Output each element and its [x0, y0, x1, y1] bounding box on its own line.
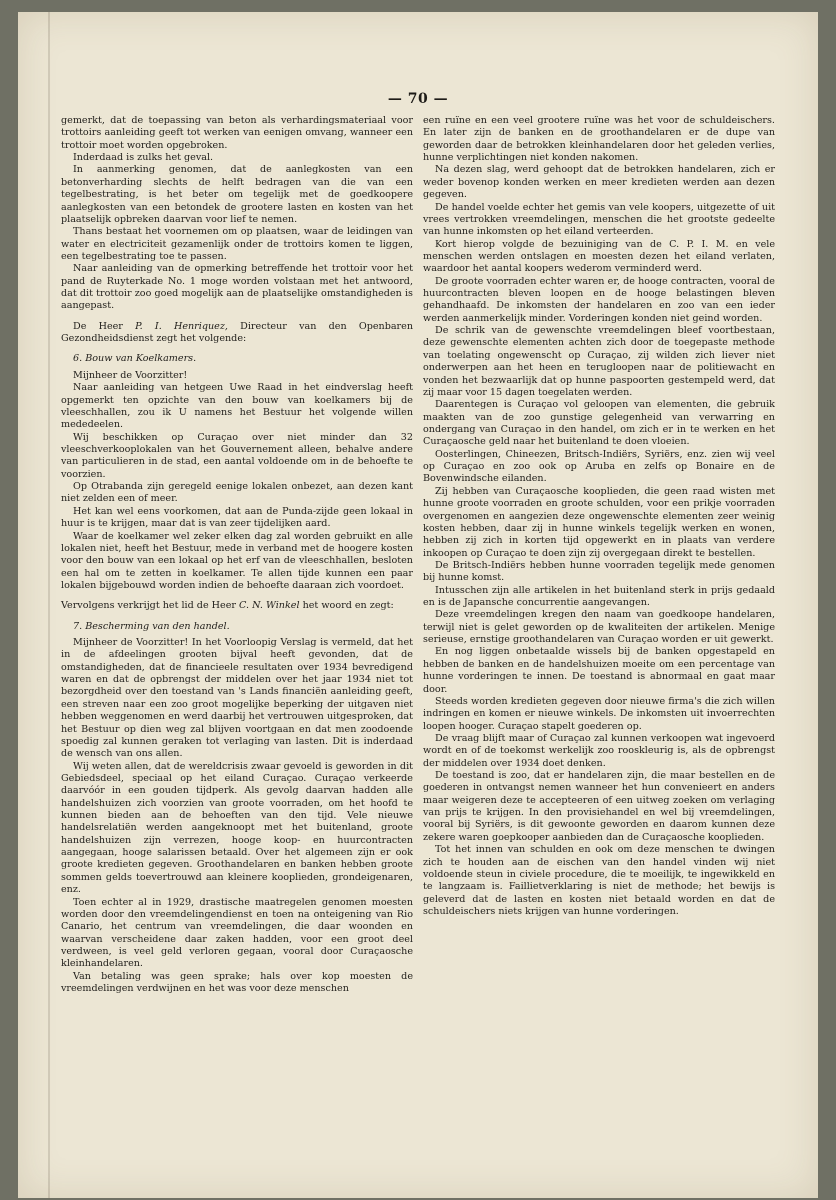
paragraph: In aanmerking genomen, dat de aanlegkosten van een betonverharding slechts de helft bedragen van die van een tegelbestrating, is het beter om tegelijk met de goedkoopere aanlegkosten van een betondek de grootere lasten en kosten van het plaatselijk opbreken daarvan voor lief te nemen.: [61, 164, 413, 225]
paragraph: De toestand is zoo, dat er handelaren zijn, die maar bestellen en de goederen in ontvangst nemen wanneer het hun convenieert en anders maar weigeren deze te accepteeren of een uitweg zoeken om verlaging van prijs te krijgen. In den provisiehandel en wel bij vreemdelingen, vooral bij Syriërs, is dit gewoonte geworden en daarom kunnen deze zekere waren goepkooper aanbieden dan de Curaçaosche kooplieden.: [423, 770, 775, 843]
paragraph: Steeds worden kredieten gegeven door nieuwe firma's die zich willen indringen en komen er nieuwe winkels. De inkomsten uit invoerrechten loopen hooger. Curaçao stapelt goederen op.: [423, 695, 775, 732]
document-page: [18, 12, 818, 1198]
speaker-intro: Vervolgens verkrijgt het lid de Heer C. N. Winkel het woord en zegt:: [61, 600, 394, 612]
paragraph: De vraag blijft maar of Curaçao zal kunnen verkoopen wat ingevoerd wordt en of de toekomst werkelijk zoo rooskleurig is, als de opbrengst der middelen over 1934 doet denken.: [423, 732, 775, 769]
paragraph: Zij hebben van Curaçaosche kooplieden, die geen raad wisten met hunne groote voorraden en groote schulden, voor een prikje voorraden overgenomen en aangezien deze ongewenschte elementen zeer weinig kosten hebben, daar zij in hunne winkels tegelijk werken en wonen, hebben zij zich in korten tijd opgewerkt en in plaats van verdere inkoopen op Curaçao te doen zijn zij overgegaan direkt te bestellen.: [423, 485, 775, 559]
paragraph: Op Otrabanda zijn geregeld eenige lokalen onbezet, aan dezen kant niet zelden een of meer.: [61, 481, 413, 505]
right-column: [423, 115, 775, 918]
left-column: [61, 115, 413, 995]
page-number: — 70 —: [387, 91, 449, 107]
paragraph: Thans bestaat het voornemen om op plaatsen, waar de leidingen van water en electriciteit gezamenlijk onder de trottoirs komen te liggen, een tegelbestrating toe te passen.: [61, 226, 413, 262]
paragraph: Daarentegen is Curaçao vol geloopen van elementen, die gebruik maakten van de zoo gunstige gelegenheid van verwarring en ondergang van Curaçao in den handel, om zich er in te werken en het Curaçaosche geld naar het buitenland te doen vloeien.: [423, 399, 775, 448]
paragraph: Van betaling was geen sprake; hals over kop moesten de vreemdelingen verdwijnen en het was voor deze menschen: [61, 970, 413, 995]
section-heading: 7. Bescherming van den handel.: [73, 620, 230, 632]
paragraph: Wij beschikken op Curaçao over niet minder dan 32 vleeschverkooplokalen van het Gouvernement alleen, behalve andere van particulieren in de stad, een aantal voldoende om in de behoefte te voorzien.: [61, 431, 413, 480]
speaker-name: C. N. Winkel: [239, 600, 300, 612]
paragraph: Intusschen zijn alle artikelen in het buitenland sterk in prijs gedaald en is de Japansche concurrentie aangevangen.: [423, 584, 775, 609]
paragraph: De Britsch-Indiërs hebben hunne voorraden tegelijk mede genomen bij hunne komst.: [423, 559, 775, 584]
paragraph: En nog liggen onbetaalde wissels bij de banken opgestapeld en hebben de banken en de handelshuizen moeite om een percentage van hunne vorderingen te innen. De toestand is abnormaal en gaat maar door.: [423, 646, 775, 695]
paragraph: gemerkt, dat de toepassing van beton als verhardingsmateriaal voor trottoirs aanleiding geeft tot werken van eenigen omvang, wanneer een trottoir moet worden opgebroken.: [61, 115, 413, 151]
paragraph: Kort hierop volgde de bezuiniging van de C. P. I. M. en vele menschen werden ontslagen en moesten dezen het eiland verlaten, waardoor het aantal koopers wederom verminderd werd.: [423, 238, 775, 275]
section-heading: 6. Bouw van Koelkamers.: [73, 353, 197, 365]
paragraph: De schrik van de gewenschte vreemdelingen bleef voortbestaan, deze gewenschte elementen achten zich door de toegepaste methode van toelating ongewenscht op Curaçao, zij wilden zich liever niet onderwerpen aan het heen en terugloopen naar de politiewacht en vonden het bezwaarlijk dat op hunne paspoorten gestempeld werd, dat zij maar voor 15 dagen toegelaten werden.: [423, 325, 775, 398]
paragraph: Deze vreemdelingen kregen den naam van goedkoope handelaren, terwijl niet is gelet geworden op de kwaliteiten der artikelen. Menige serieuse, ernstige groothandelaren van Curaçao worden er uit gewerkt.: [423, 609, 775, 646]
paragraph: Inderdaad is zulks het geval.: [73, 152, 214, 164]
paragraph: Het kan wel eens voorkomen, dat aan de Punda-zijde geen lokaal in huur is te krijgen, maar dat is van zeer tijdelijken aard.: [61, 505, 413, 530]
salutation: Mijnheer de Voorzitter!: [73, 369, 188, 381]
paragraph: Tot het innen van schulden en ook om deze menschen te dwingen zich te houden aan de eischen van den handel vinden wij niet voldoende steun in civiele procedure, die te moeilijk, te ingewikkeld en te langzaam is. Faillietverklaring is niet de methode; het bewijs is geleverd dat de lasten en kosten niet betaald worden en dat de schuldeischers niets krijgen van hunne vorderingen.: [423, 844, 775, 917]
speaker-name: P. I. Henriquez,: [135, 320, 228, 332]
paragraph: Wij weten allen, dat de wereldcrisis zwaar gevoeld is geworden in dit Gebiedsdeel, speciaal op het eiland Curaçao. Curaçao verkeerde daarvóór in een gouden tijdperk. Als gevolg daarvan hadden alle handelshuizen zich voorzien van groote voorraden, om het hoofd te kunnen bieden aan de behoeften van den tijd. Vele nieuwe handelsrelatiën werden aangeknoopt met het buitenland, groote handelshuizen zijn verrezen, hooge koop- en huurcontracten aangegaan, hooge salarissen betaald. Over het algemeen zijn er ook groote kredieten gegeven. Groothandelaren en banken hebben groote sommen gelds toevertrouwd aan kleinere kooplieden, grondeigenaren, enz.: [61, 760, 413, 896]
paragraph: Waar de koelkamer wel zeker elken dag zal worden gebruikt en alle lokalen niet, heeft het Bestuur, mede in verband met de hoogere kosten voor den bouw van een lokaal op het erf van de vleeschhallen, besloten een hal om te zetten in koelkamer. Te allen tijde kunnen een paar lokalen bijgebouwd worden indien de behoefte daaraan zich voordoet.: [61, 530, 413, 591]
paragraph: De groote voorraden echter waren er, de hooge contracten, vooral de huurcontracten bleven loopen en de hooge belastingen bleven gehandhaafd. De inkomsten der handelaren en zoo van een ieder werden aanmerkelijk minder. Vorderingen konden niet geind worden.: [423, 275, 775, 324]
paragraph: een ruïne en een veel grootere ruïne was het voor de schuldeischers. En later zijn de banken en de groothandelaren er de dupe van geworden daar de betrokken kleinhandelaren door het geleden verlies, hunne verplichtingen niet konden nakomen.: [423, 115, 775, 164]
paragraph: Naar aanleiding van de opmerking betreffende het trottoir voor het pand de Ruyterkade No. 1 moge worden volstaan met het antwoord, dat dit trottoir zoo goed mogelijk aan de plaatselijke omstandigheden is aangepast.: [61, 263, 413, 312]
paragraph: Toen echter al in 1929, drastische maatregelen genomen moesten worden door den vreemdelingendienst en toen na onteigening van Rio Canario, het centrum van vreemdelingen, die daar woonden en waarvan verscheidene daar zaken hadden, voor een groot deel verdween, is veel geld verloren gegaan, vooral door Curaçaosche kleinhandelaren.: [61, 896, 413, 970]
paragraph: Na dezen slag, werd gehoopt dat de betrokken handelaren, zich er weder bovenop konden werken en meer kredieten werden aan dezen gegeven.: [423, 164, 775, 201]
paragraph: De handel voelde echter het gemis van vele koopers, uitgezette of uit vrees vertrokken vreemdelingen, menschen die het grootste gedeelte van hunne inkomsten op het eiland verteerden.: [423, 201, 775, 238]
paragraph: Naar aanleiding van hetgeen Uwe Raad in het eindverslag heeft opgemerkt ten opzichte van den bouw van koelkamers bij de vleeschhallen, zou ik U namens het Bestuur het volgende willen mededeelen.: [61, 382, 413, 431]
paragraph: Oosterlingen, Chineezen, Britsch-Indiërs, Syriërs, enz. zien wij veel op Curaçao en zoo ook op Aruba en zelfs op Bonaire en de Bovenwindsche eilanden.: [423, 448, 775, 485]
paragraph: Mijnheer de Voorzitter! In het Voorloopig Verslag is vermeld, dat het in de afdeelingen grooten bijval heeft gevonden, dat de omstandigheden, dat de financieele resultaten over 1934 bevredigend waren en dat de opbrengst der middelen over het jaar 1934 niet tot bezorgdheid over den toestand van 's Lands financiën aanleiding geeft, een streven naar een zoo groot mogelijke beperking der uitgaven niet hebben weggenomen en werd daarbij het vertrouwen uitgesproken, dat het Bestuur op dien weg zal blijven voortgaan en dat men zoodoende spoedig zal kunnen geraken tot verlaging van lasten. Dit is inderdaad de wensch van ons allen.: [61, 637, 413, 760]
binding-shadow: [48, 12, 50, 1198]
speaker-intro: De Heer P. I. Henriquez, Directeur van den Openbaren Gezondheidsdienst zegt het volgende:: [61, 320, 414, 345]
